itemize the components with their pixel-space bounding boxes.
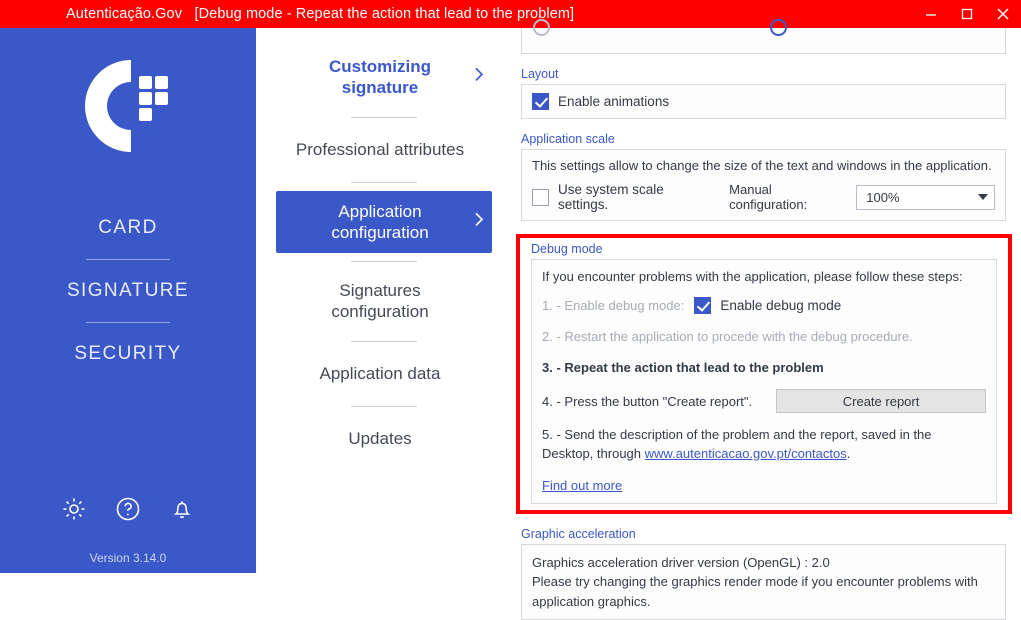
menu-divider — [351, 182, 417, 183]
sidebar — [0, 28, 256, 573]
settings-menu — [256, 28, 512, 573]
sidebar-nav — [0, 211, 256, 371]
gear-icon[interactable] — [60, 495, 88, 523]
enable-debug-mode-label: Enable debug mode — [720, 297, 842, 313]
use-system-scale-checkbox[interactable] — [532, 189, 549, 206]
debug-intro-text: If you encounter problems with the application, please follow these steps: — [542, 269, 963, 284]
debug-step-5-period: . — [846, 445, 851, 461]
menu-divider — [351, 341, 417, 342]
debug-step-5-label: 5. - Send the description of the problem and the report, saved in the Desktop, through — [542, 427, 932, 461]
enable-animations-row[interactable] — [532, 93, 995, 110]
enable-debug-mode-checkbox[interactable] — [694, 297, 711, 314]
menu-item-signatures-configuration[interactable] — [276, 270, 492, 333]
graphic-hint-line2: application graphics. — [532, 593, 651, 609]
sidebar-item-signature[interactable]: SIGNATURE — [66, 280, 190, 301]
menu-divider — [351, 406, 417, 407]
window-title — [66, 6, 574, 22]
debug-step-4 — [542, 389, 986, 413]
debug-step-2 — [542, 327, 986, 345]
chevron-right-icon — [472, 65, 486, 90]
graphic-hint-line1: Please try changing the graphics render mode if you encounter problems with — [532, 574, 978, 590]
chevron-right-icon — [472, 209, 486, 234]
menu-item-professional-attributes[interactable] — [276, 126, 492, 174]
sidebar-item-card[interactable]: CARD — [98, 217, 158, 238]
minimize-icon[interactable] — [913, 0, 949, 28]
close-icon[interactable] — [985, 0, 1021, 28]
menu-divider — [351, 261, 417, 262]
menu-item-updates[interactable] — [276, 415, 492, 463]
application-scale-panel — [521, 149, 1006, 221]
maximize-icon[interactable] — [949, 0, 985, 28]
debug-mode-panel — [531, 259, 997, 504]
sidebar-bottom-icons — [0, 495, 256, 523]
find-out-more-row — [542, 478, 986, 493]
debug-step-1 — [542, 296, 986, 314]
application-scale-description: This settings allow to change the size of the text and windows in the application. — [532, 158, 992, 173]
application-scale-controls — [532, 182, 995, 212]
window-title-debug: [Debug mode - Repeat the action that lead to the problem] — [194, 6, 575, 22]
enable-animations-checkbox[interactable] — [532, 93, 549, 110]
menu-item-label: Customizing signature — [329, 57, 431, 98]
debug-step-3 — [542, 358, 986, 376]
graphic-acceleration-panel — [521, 544, 1006, 620]
debug-mode-section-label: Debug mode — [531, 242, 603, 256]
app-logo — [0, 50, 256, 162]
find-out-more-link[interactable]: Find out more — [542, 477, 623, 493]
contacts-link[interactable]: www.autenticacao.gov.pt/contactos — [644, 445, 847, 461]
menu-item-label: Application data — [319, 363, 441, 383]
debug-step-5 — [542, 426, 986, 464]
menu-item-application-data[interactable] — [276, 350, 492, 398]
menu-divider — [351, 117, 417, 118]
sidebar-item-security[interactable]: SECURITY — [74, 343, 182, 364]
application-scale-section-label: Application scale — [521, 132, 615, 146]
use-system-scale-label: Use system scale settings. — [558, 182, 664, 212]
window-title-app: Autenticação.Gov — [66, 6, 183, 22]
radio-option-right-icon[interactable] — [770, 19, 787, 36]
debug-mode-highlight — [516, 234, 1012, 514]
layout-section-label: Layout — [521, 67, 559, 81]
window-controls — [913, 0, 1021, 28]
menu-item-application-configuration[interactable] — [276, 191, 492, 254]
scale-dropdown-value: 100% — [866, 189, 900, 205]
debug-step-1-label: 1. - Enable debug mode: — [542, 297, 685, 313]
bell-icon[interactable] — [168, 495, 196, 523]
sidebar-divider — [86, 259, 170, 260]
chevron-down-icon — [978, 194, 988, 200]
menu-item-label: Signatures configuration — [331, 281, 429, 322]
create-report-button[interactable]: Create report — [776, 389, 986, 413]
debug-step-4-label: 4. - Press the button "Create report". — [542, 393, 753, 409]
menu-item-label: Application configuration — [331, 201, 429, 242]
language-panel-clipped — [521, 28, 1006, 54]
debug-step-2-label: 2. - Restart the application to procede with the debug procedure. — [542, 328, 913, 344]
radio-option-left-icon[interactable] — [533, 19, 550, 36]
sidebar-divider — [86, 322, 170, 323]
settings-content — [512, 28, 1021, 609]
menu-item-customizing-signature[interactable] — [276, 46, 492, 109]
menu-item-label: Updates — [348, 428, 412, 448]
title-bar — [0, 0, 1021, 28]
version-label: Version 3.14.0 — [89, 551, 167, 565]
graphic-acceleration-section-label: Graphic acceleration — [521, 526, 636, 541]
debug-step-3-label: 3. - Repeat the action that lead to the problem — [542, 359, 824, 375]
menu-item-label: Professional attributes — [295, 139, 465, 159]
help-icon[interactable] — [114, 495, 142, 523]
layout-panel — [521, 84, 1006, 119]
manual-configuration-label: Manual configuration: — [729, 182, 808, 212]
enable-animations-label: Enable animations — [558, 94, 670, 109]
scale-dropdown[interactable] — [856, 185, 995, 210]
graphic-driver-version: Graphics acceleration driver version (OpenGL) : 2.0 — [532, 554, 830, 570]
